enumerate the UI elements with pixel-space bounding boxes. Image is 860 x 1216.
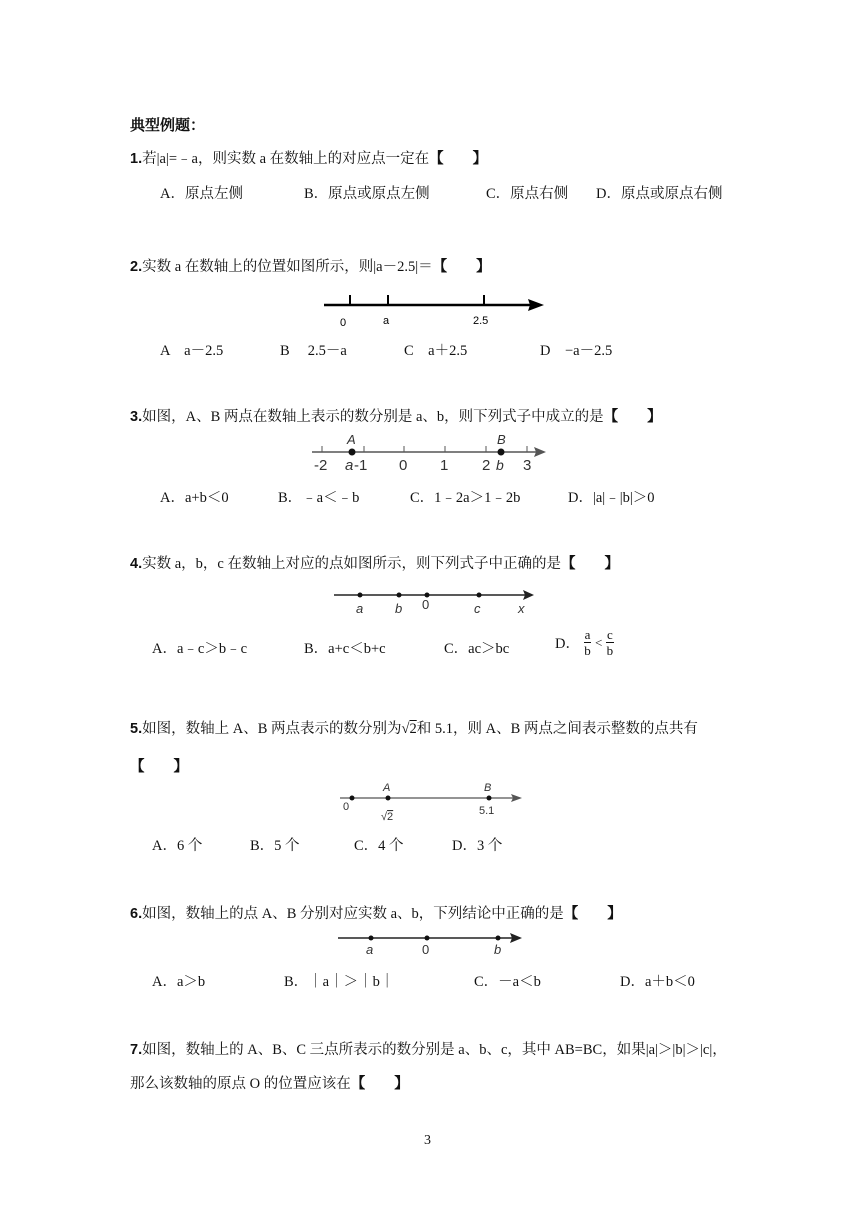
- label-b: b: [496, 457, 504, 473]
- option-c: C．4 个: [354, 838, 404, 854]
- label-b: b: [494, 942, 502, 957]
- question-4-text: 实数 a，b，c 在数轴上对应的点如图所示，则下列式子中正确的是: [142, 556, 561, 572]
- less-than-sign: <: [595, 634, 603, 650]
- tick-minus-1: -1: [354, 457, 368, 474]
- number-line-q3: [312, 432, 552, 476]
- question-6-number: 6.: [130, 906, 143, 922]
- label-a: a: [366, 942, 374, 957]
- point-a: [358, 593, 363, 598]
- option-c: C．原点右侧: [486, 186, 569, 202]
- option-d: D．原点或原点右侧: [596, 186, 723, 202]
- option-d: D．3 个: [452, 838, 503, 854]
- label-b: B: [484, 782, 492, 794]
- answer-bracket: 【 】: [563, 906, 622, 922]
- label-zero: 0: [422, 942, 430, 957]
- label-a: A: [383, 782, 391, 794]
- option-c: C．－a＜b: [474, 974, 541, 990]
- question-5-number: 5.: [130, 721, 143, 737]
- question-1: [130, 147, 487, 168]
- point-a: [386, 796, 391, 801]
- number-line-q6: [336, 928, 528, 958]
- option-d: D．|a|﹣|b|＞0: [568, 490, 655, 506]
- option-d: D．a＋b＜0: [620, 974, 695, 990]
- label-b-upper: B: [497, 432, 506, 447]
- option-d: D −a－2.5: [540, 343, 613, 359]
- label-5-1: 5.1: [479, 805, 495, 817]
- answer-bracket: 【 】: [130, 759, 188, 775]
- fraction-a-over-b: $\frac{a}{b}$: [584, 627, 591, 658]
- tick-2: 2: [482, 457, 491, 474]
- number-line-q4: [332, 585, 542, 619]
- question-7: [130, 1038, 727, 1059]
- point-zero: [425, 936, 430, 941]
- option-b: B．｜a｜＞｜b｜: [284, 974, 395, 990]
- label-x: x: [518, 601, 525, 616]
- section-heading: 典型例题：: [130, 116, 206, 134]
- option-a: A．6 个: [152, 838, 203, 854]
- number-line-q2: [320, 290, 550, 330]
- point-b: [496, 936, 501, 941]
- question-1-number: 1.: [130, 151, 143, 167]
- axis-label-2-5: 2.5: [473, 315, 489, 327]
- option-b: B 2.5－a: [280, 343, 347, 359]
- answer-bracket: 【 】: [429, 151, 488, 167]
- point-a: [349, 449, 356, 456]
- option-d-label: D．: [555, 636, 580, 652]
- question-3: [130, 405, 662, 426]
- option-c: C a＋2.5: [404, 343, 468, 359]
- tick-1: 1: [440, 457, 449, 474]
- option-a: A．a﹣c＞b﹣c: [152, 641, 248, 657]
- option-a: A．a＞b: [152, 974, 206, 990]
- option-b: B．原点或原点左侧: [304, 186, 430, 202]
- question-7-number: 7.: [130, 1042, 143, 1058]
- question-6: [130, 902, 622, 923]
- answer-bracket: 【 】: [350, 1076, 409, 1092]
- question-3-number: 3.: [130, 409, 143, 425]
- point-b: [487, 796, 492, 801]
- point-b: [498, 449, 505, 456]
- question-6-text: 如图，数轴上的点 A、B 分别对应实数 a、b，下列结论中正确的是: [142, 906, 564, 922]
- question-2-number: 2.: [130, 259, 143, 275]
- question-2-text: 实数 a 在数轴上的位置如图所示，则: [142, 259, 374, 275]
- option-a: A．原点左侧: [160, 186, 243, 202]
- point-b: [397, 593, 402, 598]
- absolute-value-expression: |a－2.5|＝: [373, 259, 433, 275]
- option-a: A a－2.5: [160, 343, 224, 359]
- option-b: B．﹣a＜﹣b: [278, 490, 360, 506]
- question-5: [130, 717, 698, 738]
- question-2: [130, 255, 491, 276]
- option-a: A．a+b＜0: [160, 490, 229, 506]
- sqrt-expression: √2: [401, 721, 417, 737]
- question-4-number: 4.: [130, 556, 143, 572]
- answer-bracket: 【 】: [432, 259, 491, 275]
- answer-bracket: 【 】: [560, 556, 619, 572]
- question-7-text: 如图，数轴上的 A、B、C 三点所表示的数分别是 a、b、c，其中 AB=BC，如果|a|＞|b|＞|c|，: [142, 1042, 727, 1058]
- tick-3: 3: [523, 457, 532, 474]
- question-7-text-cont: 那么该数轴的原点 O 的位置应该在: [130, 1076, 351, 1092]
- option-c: C．1﹣2a＞1﹣2b: [410, 490, 521, 506]
- option-b: B．5 个: [250, 838, 300, 854]
- question-4: [130, 552, 619, 573]
- page-number: 3: [424, 1133, 431, 1148]
- label-a: a: [345, 457, 354, 474]
- question-5-text: 如图，数轴上 A、B 两点表示的数分别为: [142, 721, 402, 737]
- answer-bracket: 【 】: [603, 409, 662, 425]
- question-3-text: 如图，A、B 两点在数轴上表示的数分别是 a、b，则下列式子中成立的是: [142, 409, 604, 425]
- label-sqrt2: √2: [381, 811, 394, 823]
- option-c: C．ac＞bc: [444, 641, 510, 657]
- label-zero: 0: [343, 801, 350, 813]
- point-c: [477, 593, 482, 598]
- fraction-c-over-b: $\frac{c}{b}$: [606, 627, 614, 658]
- axis-label-zero: 0: [340, 317, 347, 329]
- option-d: [555, 627, 614, 658]
- label-b: b: [395, 601, 403, 616]
- tick-0: 0: [399, 457, 408, 474]
- question-5-text-cont: 和 5.1，则 A、B 两点之间表示整数的点共有: [416, 721, 698, 737]
- question-7-line-2: [130, 1072, 409, 1093]
- axis-label-a: a: [383, 315, 390, 327]
- question-1-text: 若|a|=﹣a，则实数 a 在数轴上的对应点一定在: [142, 151, 430, 167]
- label-a: a: [356, 601, 364, 616]
- point-a: [369, 936, 374, 941]
- tick-minus-2: -2: [314, 457, 328, 474]
- option-b: B．a+c＜b+c: [304, 641, 386, 657]
- number-line-q5: [338, 780, 528, 826]
- label-a-upper: A: [347, 432, 356, 447]
- label-c: c: [474, 601, 481, 616]
- label-zero: 0: [422, 597, 430, 612]
- point-zero: [350, 796, 355, 801]
